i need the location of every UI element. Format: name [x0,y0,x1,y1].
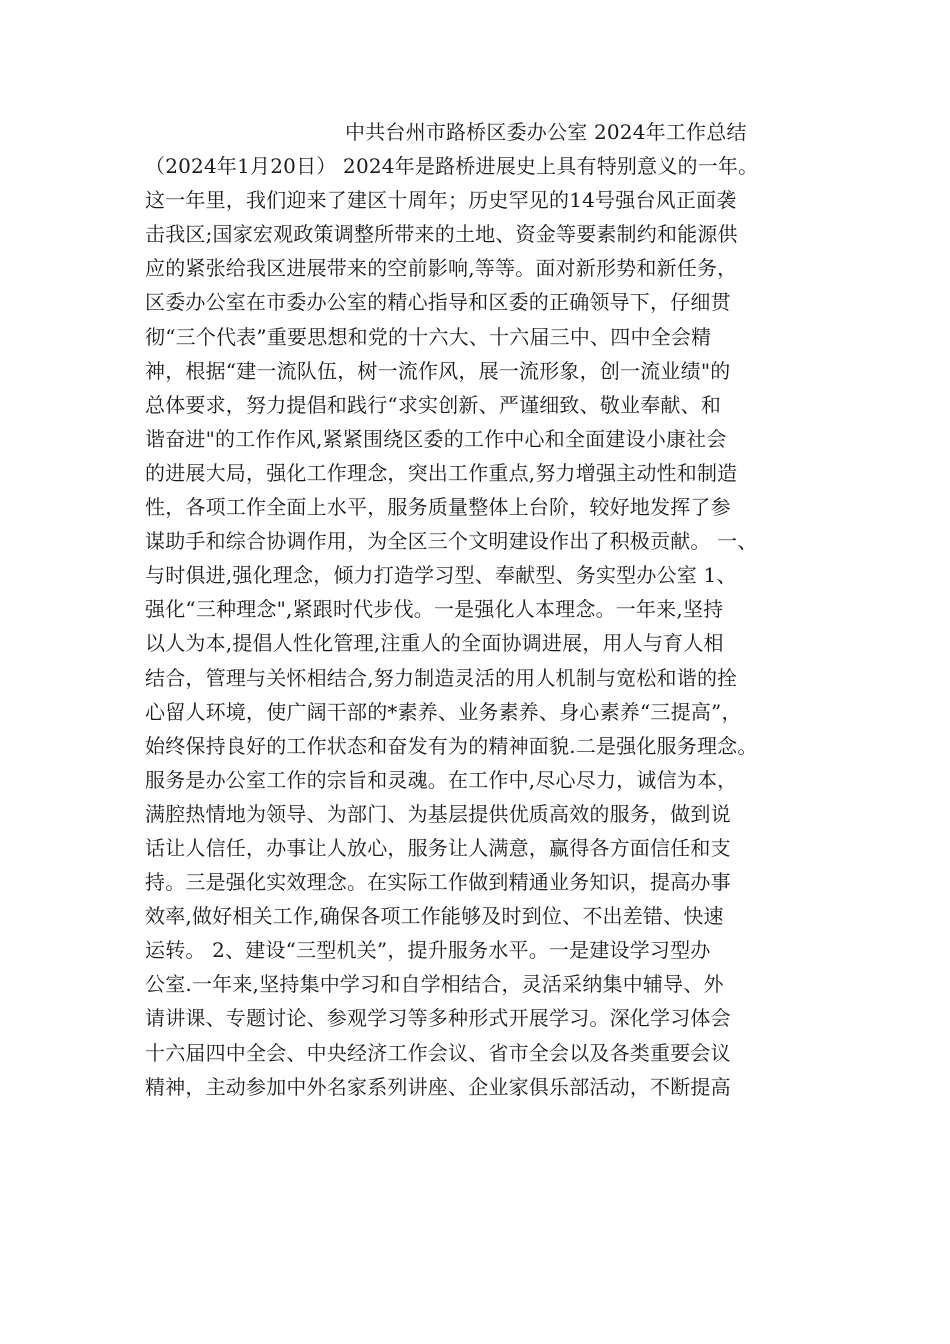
text-line: 强化“三种理念",紧跟时代步伐。一是强化人本理念。一年来,坚持 [145,597,724,622]
text-line: 区委办公室在市委办公室的精心指导和区委的正确领导下，仔细贯 [145,290,731,315]
text-line: 持。三是强化实效理念。在实际工作做到精通业务知识，提高办事 [145,870,731,895]
text-line: 神，根据“建一流队伍，树一流作风，展一流形象，创一流业绩"的 [145,358,731,383]
text-line: 击我区;国家宏观政策调整所带来的土地、资金等要素制约和能源供 [145,222,738,247]
text-line: 这一年里，我们迎来了建区十周年；历史罕见的14号强台风正面袭 [145,188,737,213]
text-line: 彻“三个代表”重要思想和党的十六大、十六届三中、四中全会精 [145,324,712,349]
text-line: 公室.一年来,坚持集中学习和自学相结合，灵活采纳集中辅导、外 [145,972,724,997]
text-line: 的进展大局，强化工作理念，突出工作重点,努力增强主动性和制造 [145,460,738,485]
text-line: 心留人环境，使广阔干部的*素养、业务素养、身心素养“三提高”， [145,699,742,724]
text-line: 性，各项工作全面上水平，服务质量整体上台阶，较好地发挥了参 [145,495,731,520]
text-line: 谋助手和综合协调作用，为全区三个文明建设作出了积极贡献。 一、 [145,529,758,554]
text-line: 运转。 2、建设“三型机关”，提升服务水平。一是建设学习型办 [145,938,711,963]
text-line: 与时俱进,强化理念，倾力打造学习型、奉献型、务实型办公室 1、 [145,563,737,588]
text-line: 十六届四中全会、中央经济工作会议、省市全会以及各类重要会议 [145,1040,731,1065]
body-text [145,115,835,1104]
text-line: 话让人信任，办事让人放心，服务让人满意，赢得各方面信任和支 [145,835,731,860]
text-line: 应的紧张给我区进展带来的空前影响,等等。面对新形势和新任务， [145,256,738,281]
text-line: 请讲课、专题讨论、参观学习等多种形式开展学习。深化学习体会 [145,1006,731,1031]
text-line: 精神，主动参加中外名家系列讲座、企业家俱乐部活动，不断提高 [145,1074,731,1099]
text-line: 以人为本,提倡人性化管理,注重人的全面协调进展，用人与育人相 [145,631,724,656]
document-title-line: 中共台州市路桥区委办公室 2024年工作总结 [345,120,747,144]
text-line: 谐奋进"的工作作风,紧紧围绕区委的工作中心和全面建设小康社会 [145,426,727,451]
text-line: 效率,做好相关工作,确保各项工作能够及时到位、不出差错、快速 [145,904,724,929]
text-line: 满腔热情地为领导、为部门、为基层提供优质高效的服务，做到说 [145,801,731,826]
text-line: （2024年1月20日） 2024年是路桥进展史上具有特别意义的一年。 [145,154,759,179]
text-line: 总体要求，努力提倡和践行“求实创新、严谨细致、敬业奉献、和 [145,392,722,417]
text-line: 结合，管理与关怀相结合,努力制造灵活的用人机制与宽松和谐的拴 [145,665,738,690]
text-line: 始终保持良好的工作状态和奋发有为的精神面貌.二是强化服务理念。 [145,733,758,758]
text-line: 服务是办公室工作的宗旨和灵魂。在工作中,尽心尽力，诚信为本， [145,767,738,792]
